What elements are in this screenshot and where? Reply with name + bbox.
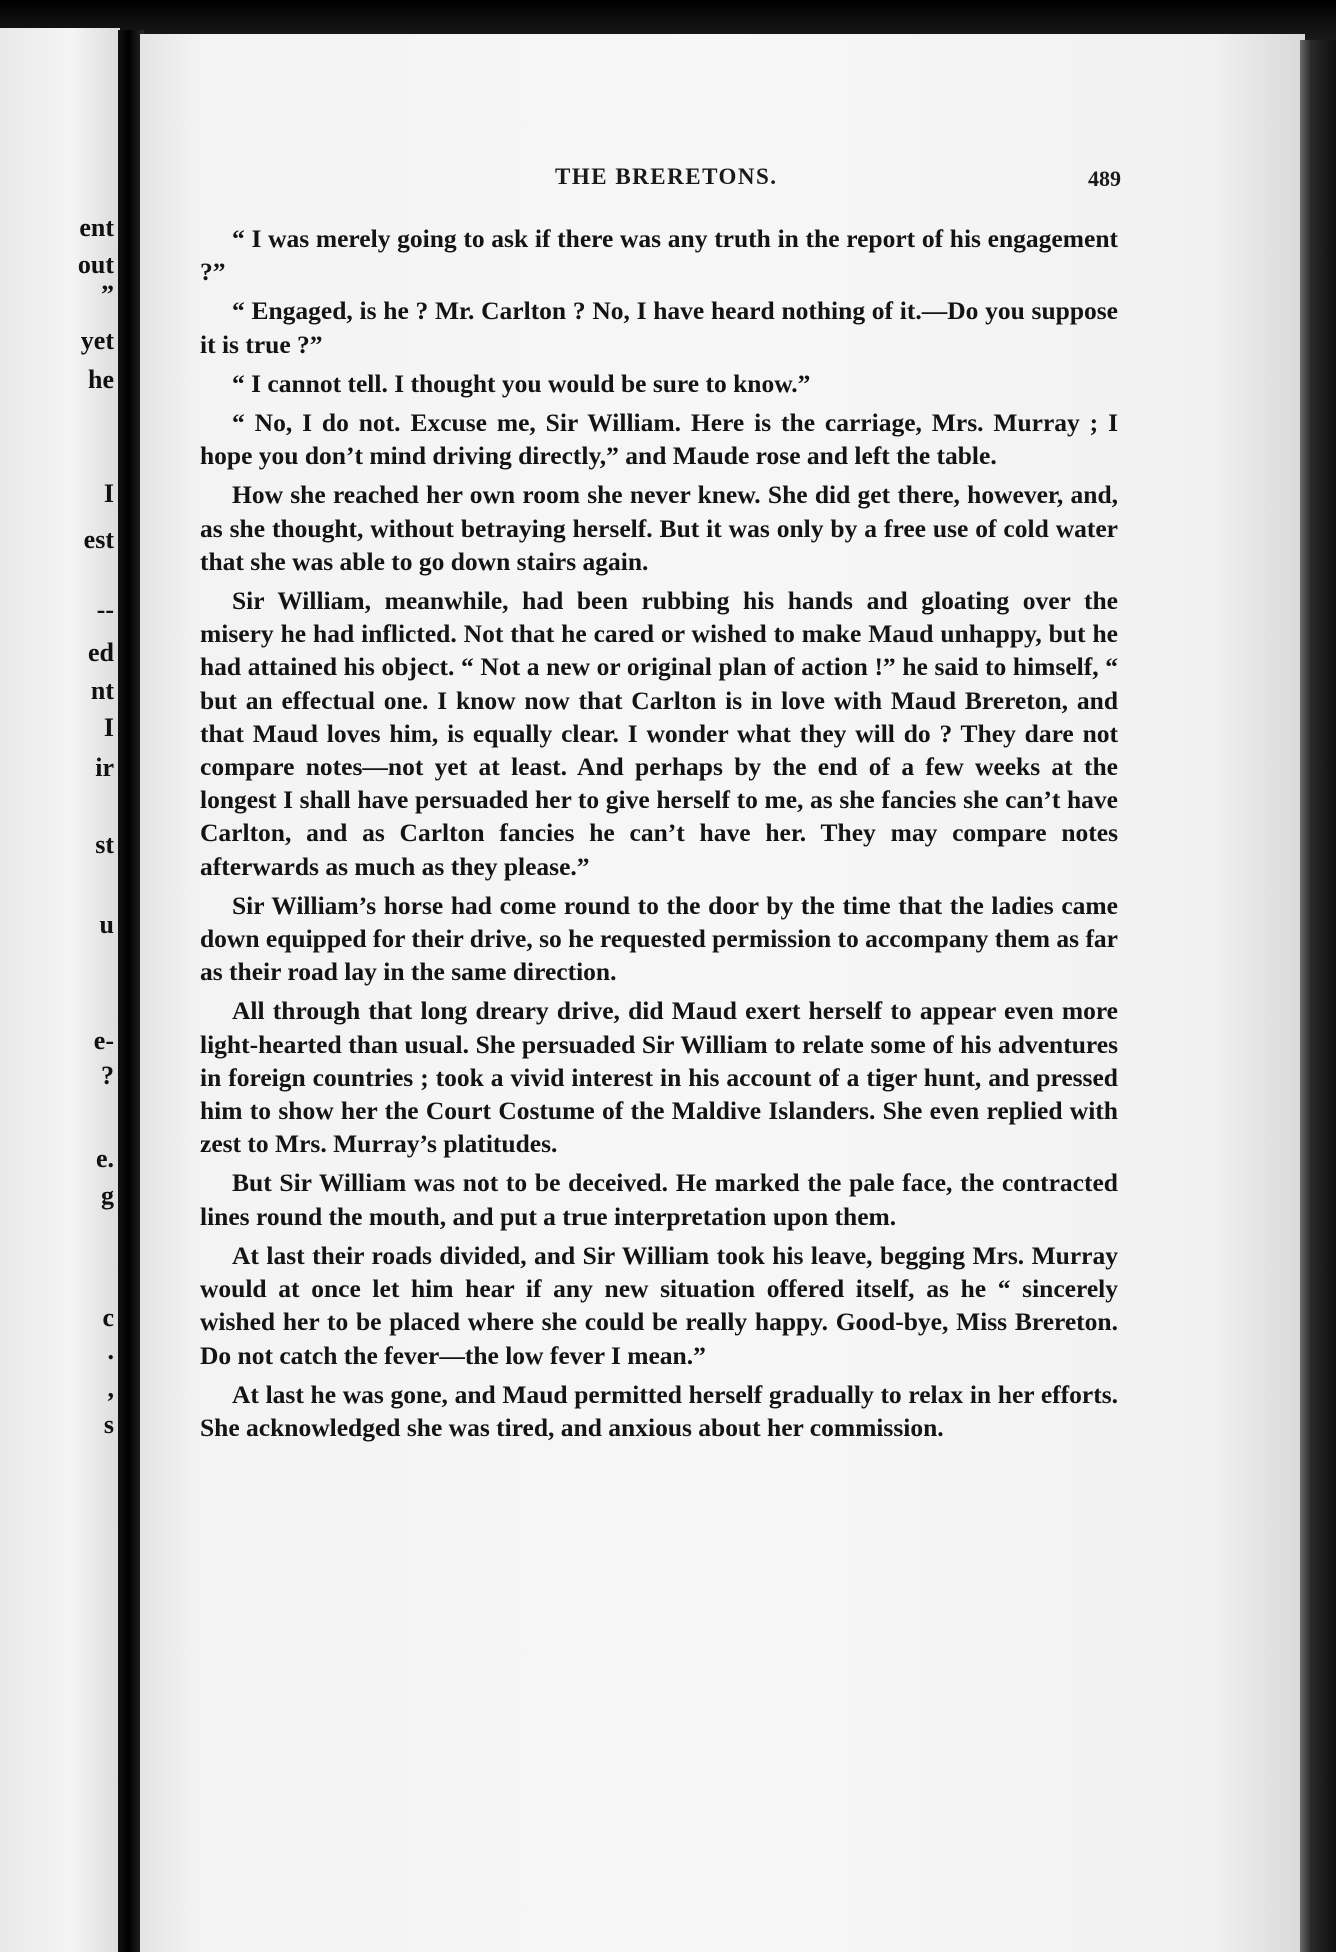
facing-fragment: e- [93, 1026, 114, 1055]
facing-fragment: yet [80, 326, 114, 355]
paragraph: At last he was gone, and Maud permitted herself gradually to relax in her efforts. She acknowledged she was tired, and anxious about her commission. [200, 1379, 1118, 1442]
paragraph: “ Engaged, is he ? Mr. Carlton ? No, I have heard nothing of it.—Do you suppose it is true ?” [200, 296, 1118, 359]
paragraph: “ No, I do not. Excuse me, Sir William. Here is the carriage, Mrs. Murray ; I hope you don’t mind driving directly,” and Maude rose and left the table. [200, 408, 1118, 471]
page-number: 489 [1088, 166, 1121, 191]
page-body-text [200, 222, 1118, 1450]
facing-fragment: I [103, 713, 114, 742]
paragraph: Sir William, meanwhile, had been rubbing his hands and gloating over the misery he had inflicted. Not that he cared or wished to make Maud unhappy, but he had attained his object. “ Not a new or original plan of action !” he said to himself, “ but an effectual one. I know now that Carlton is in love with Maud Brereton, and that Maud loves him, is equally clear. I wonder what they will do ? They dare not compare notes—not yet at least. And perhaps by the end of a few weeks at the longest I shall have persuaded her to give herself to me, as she fancies she can’t have Carlton, and as Carlton fancies he can’t have her. They may compare notes afterwards as much as they please.” [200, 586, 1118, 881]
facing-fragment: est [83, 525, 114, 554]
facing-fragment: ent [79, 213, 114, 242]
paragraph: But Sir William was not to be deceived. He marked the pale face, the contracted lines round the mouth, and put a true interpretation upon them. [200, 1168, 1118, 1231]
facing-fragment: out [77, 250, 114, 279]
paragraph: All through that long dreary drive, did Maud exert herself to appear even more light-hearted than usual. She persuaded Sir William to relate some of his adventures in foreign countries ; took a vivid interest in his account of a tiger hunt, and pressed him to show her the Court Costume of the Maldive Islanders. She even replied with zest to Mrs. Murray’s platitudes. [200, 996, 1118, 1159]
facing-fragment: ir [95, 753, 114, 782]
facing-fragment: e. [95, 1144, 114, 1173]
facing-fragment: . [107, 1336, 114, 1365]
paragraph: At last their roads divided, and Sir William took his leave, begging Mrs. Murray would at once let him hear if any new situation offered itself, as he “ sincerely wished her to be placed where she could be really happy. Good-bye, Miss Brereton. Do not catch the fever—the low fever I mean.” [200, 1240, 1118, 1370]
facing-fragment: -- [96, 595, 114, 624]
paragraph: Sir William’s horse had come round to the door by the time that the ladies came down equipped for their drive, so he requested permission to accompany them as far as their road lay in the same direction. [200, 890, 1118, 987]
paragraph: How she reached her own room she never knew. She did get there, however, and, as she thought, without betraying herself. But it was only by a free use of cold water that she was able to go down stairs again. [200, 480, 1118, 576]
facing-fragment: nt [90, 676, 114, 705]
facing-fragment: I [103, 479, 114, 508]
facing-page-text-fragments [0, 0, 118, 1952]
facing-fragment: u [99, 910, 114, 939]
facing-fragment: he [88, 365, 114, 394]
facing-fragment: g [101, 1181, 114, 1210]
paragraph: “ I cannot tell. I thought you would be sure to know.” [232, 368, 811, 398]
facing-fragment: ed [88, 638, 114, 667]
facing-fragment: , [107, 1374, 114, 1403]
page-edge-shadow [1300, 40, 1336, 1952]
facing-fragment: c [102, 1303, 114, 1332]
facing-fragment: ? [101, 1061, 114, 1090]
facing-fragment: st [95, 830, 114, 859]
paragraph: “ I was merely going to ask if there was any truth in the report of his engagement ?” [200, 224, 1118, 287]
facing-fragment: s [103, 1410, 114, 1439]
running-title: THE BRERETONS. [555, 164, 778, 189]
page-header [200, 164, 1120, 204]
facing-fragment: ” [101, 280, 114, 309]
